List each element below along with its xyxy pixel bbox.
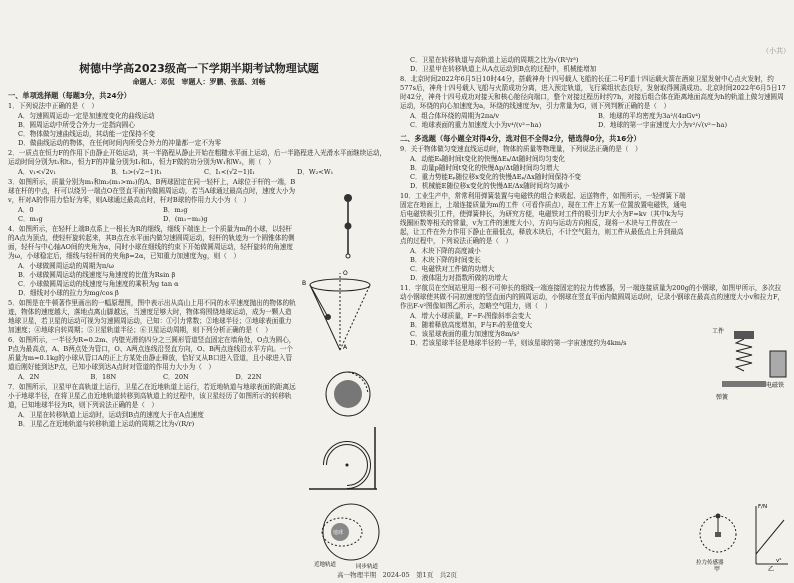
option: C．重力势能Eₚ随位移x变化的快慢ΔEₚ/Δx随时间保持不变 <box>410 173 582 181</box>
question-stem: 11．宇航员在空间站里用一根不可伸长的细线一端连接固定的拉力传感器，另一端连接质量为200g的小钢球，如图甲所示，多次拉动小钢球使其做不同初速度的竖直面内的圆周运动，小钢球在竖直平面内做圆周运动时，记录小钢球在最高点的速度大小v和拉力F，作出F-v²图像如图乙所示，忽略空气阻力，则（ ） <box>400 284 785 310</box>
option: D．做曲线运动的物体，在任何时间内所受合外力的冲量都一定不为零 <box>18 139 222 147</box>
author-line: 命题人：邓侃 审题人：罗鹏、张磊、刘畅 <box>132 77 266 86</box>
option: B．地球的平均密度为3a²/(4πGv⁴) <box>598 112 701 120</box>
label-upper-orbit: 同步轨道 <box>356 564 379 570</box>
option: D．卫星甲在转移轨道上从A点运动到B点的过程中，机械能增加 <box>410 65 597 73</box>
axis-v: v² <box>776 558 782 564</box>
figure-q4-cone <box>300 265 388 355</box>
option: D．液体阻力对指数所做的功增大 <box>410 274 508 282</box>
question-stem: 3．如图所示，质量分别为m₁和m₂(m₁>m₂)的A、B两球固定在同一轻杆上，A球位于杆的一端，B球在杆的中点，杆可以绕另一端点O在竖直平面内做圆周运动，若当A球通过最高点时，速度大小为v，杆对A的作用力恰好为零，则A球通过最高点时，杆对B球的作用力大小为（ ） <box>8 178 296 204</box>
option: A．匀速圆周运动一定是加速度变化的曲线运动 <box>18 112 155 120</box>
question-stem: 5．如图是在牛顿著作里画出的一幅原理图，图中表示出从高山上用不同的水平速度抛出的物体的轨迹，物体的速度越大，落地点离山脚越远，当速度足够大时，物体将围绕地球运动，成为一颗人造地球卫星，若卫星的运动可视为匀速圆周运动，已知：①引力常数；②地球半径；③地球表面重力加速度；④地球自转周期；⑤卫星轨道半径；⑥卫星运动周期，则下列分析正确的是（ ） <box>8 299 296 334</box>
option: C．m₁g <box>18 215 43 223</box>
label-A: A <box>343 344 348 351</box>
option: C．20N <box>163 373 189 381</box>
label-fig-b: 乙 <box>768 566 775 572</box>
option: A．卫星在转移轨道上运动时，运动到B点的速度大于在A点速度 <box>18 411 204 419</box>
option: D．细线对小球的拉力为mg/cos β <box>18 289 119 297</box>
right-column <box>398 0 788 583</box>
option: C．卫星在转移轨道与高轨道上运动的周期之比为√(R³/r³) <box>410 56 579 64</box>
option: A．组合体环绕的周期为2πa/v <box>410 112 500 120</box>
question-stem: 7．如图所示，卫星甲在高轨道上运行，卫星乙在近地轨道上运行，若近地轨道与地球表面的距离远小于地球半径，在将卫星乙由近地轨道转移到高轨道上的过程中，该卫星经历了如图所示的转移轨道，已知地球半径为R，则下列说法正确的是（ ） <box>8 383 296 409</box>
option: B．圆周运动中所受合外力一定指向圆心 <box>18 121 135 129</box>
label-B: B <box>302 280 307 287</box>
question-1 <box>6 102 392 148</box>
option: D．W₂<W₁ <box>297 168 334 176</box>
question-stem: 10．工业生产中，常常利用弹簧装置与电磁铁的组合来吸起、运送物件，如图所示，一轻弹簧下端固定在地面上，上端连接质量为m的工件（可看作质点），现在工件上方某一位置放置电磁铁，通电后电磁铁吸引工件，使弹簧伸长，为研究方便，电磁铁对工件的吸引力F大小为F=kv（其中k为与线圈匝数等相关的常量，v为工件的速度大小），方向与运动方向相反，现将一木块与工件放在一起，让工件在外力作用下静止在最低点，释放木块后，不计空气阻力，则工件从最低点上升到最高点的过程中，下列说法正确的是（ ） <box>400 192 687 245</box>
option: A．v₁<√2v₁ <box>18 168 57 176</box>
label-spring: 弹簧 <box>716 394 729 401</box>
question-stem: 2．一质点在恒力F的作用下由静止开始运动，其一半路程从静止开始在粗糙水平面上运动，后一半路程进入光滑水平面继续运动，运动时间分别为t₁和t₂，恒力F的冲量分别为I₁和I₂，恒力F做的功分别为W₁和W₂，则（ ） <box>8 149 387 166</box>
page-footer: 高一物理半期 2024-05 第1页 共2页 <box>337 571 457 579</box>
option: C．I₁<(√2−1)I₁ <box>204 168 255 176</box>
label-O: O <box>343 270 348 277</box>
option: D．机械能E随位移x变化的快慢ΔE/Δx随时间均匀减小 <box>410 182 570 190</box>
option: D．22N <box>235 373 262 381</box>
option: B．随着释放高度增加，F与F₀的差值变大 <box>410 321 533 329</box>
option: B．卫星乙在近地轨道与转移轨道上运动的周期之比为√(R/r) <box>18 420 195 428</box>
figure-q7-orbits <box>312 500 390 570</box>
question-10 <box>398 192 788 283</box>
figure-q5-earth <box>318 368 378 420</box>
axis-F: F/N <box>758 504 768 510</box>
question-stem: 1．下列说法中正确的是（ ） <box>8 102 98 110</box>
option: C．小球做圆周运动的线速度与角速度的乘积为g tan α <box>18 280 179 288</box>
figure-q10-spring <box>712 325 790 405</box>
exam-title: 树德中学高2023级高一下学期半期考试物理试题 <box>79 62 319 75</box>
option: C．电磁铁对工件做的功增大 <box>410 265 495 273</box>
option: C．该星球表面的重力加速度为8m/s² <box>410 330 520 338</box>
option: A．小球做圆周运动的周期为π/ω <box>18 262 114 270</box>
option: B．小球做圆周运动的线速度与角速度的比值为Rsin β <box>18 271 176 279</box>
option: A．2N <box>18 373 40 381</box>
figure-q3-rod <box>318 192 378 262</box>
label-earth: 地球 <box>333 530 344 536</box>
section-multi-choice: 二、多选题（每小题全对得4分，选对但不全得2分，错选得0分，共16分） <box>400 134 641 143</box>
corner-note: （小共） <box>762 47 790 55</box>
option: D．若该星球半径是地球半径的一半，则该星球的第一宇宙速度约为4km/s <box>410 339 627 347</box>
section-single-choice: 一、单项选择题（每题3分，共24分） <box>8 91 131 100</box>
figure-q6-tube <box>305 425 380 495</box>
option: A．0 <box>18 206 34 214</box>
label-part: 工件 <box>712 328 725 335</box>
option: B．18N <box>90 373 117 381</box>
option: B．m₂g <box>163 206 188 214</box>
option: A．增大小球质量，F−F₀图像斜率会变大 <box>410 312 531 320</box>
question-stem: 4．如图所示，在轻杆上端B点系上一根长为R的细线，细线下端连上一个质量为m的小球，以轻杆的A点为顶点，使轻杆旋转起来，其B点在水平面内做匀速圆周运动，轻杆的轨迹为一个圆锥体的侧面，轻杆与中心轴AO间的夹角为α，同时小球在细线的约束下开始做圆周运动，轻杆旋转的角速度为ω，小球稳定后，细线与轻杆间的夹角β=2α，已知重力加速度为g，则（ ） <box>8 225 295 260</box>
option: D．地球的第一宇宙速度大小为v²/√(v²−ha) <box>598 121 728 129</box>
option: A．动能Eₖ随时间t变化的快慢ΔEₖ/Δt随时间均匀变化 <box>410 155 565 163</box>
question-9 <box>398 145 788 191</box>
question-stem: 6．如图所示，一半径为R=0.2m、内壁光滑的四分之三圆形管道竖直固定在墙角处，O点为圆心，P点为最高点，A、B两点处为管口，O、A两点连线沿竖直方向，O、B两点连线沿水平方向。一个质量为m=0.1kg的小球从管口A的正上方某处由静止释放，恰好又从B口进入管道，且小球进入管道后刚好能到达P点，已知小球到达A点时对管道的作用力大小为（ ） <box>8 336 296 371</box>
option: D．(m₁−m₂)g <box>163 215 208 223</box>
option: C．物体做匀速曲线运动，其动能一定保持不变 <box>18 130 155 138</box>
label-fig-a: 甲 <box>714 566 721 572</box>
question-stem: 8．北京时间2022年6月5日10时44分，搭载神舟十四号载人飞船的长征二号F遥十四运载火箭在酒泉卫星发射中心点火发射，约577s后，神舟十四号载人飞船与火箭成功分离，进入预定轨道，飞行乘组状态良好，发射取得圆满成功。北京时间2022年6月5日17时42分，神舟十四号成功对接天和核心舱径向端口，整个对接过程历时约7h，对接后组合体在距离地面高度为h的轨道上做匀速圆周运动，环绕的向心加速度为a，环绕的线速度为v，引力常量为G，则下列判断正确的是（ ） <box>400 75 786 110</box>
question-8 <box>398 75 788 130</box>
option: B．木块下降的时间变长 <box>410 256 481 264</box>
label-lower-orbit: 近地轨道 <box>314 562 337 568</box>
figure-q11-setup <box>690 500 790 572</box>
option: B．动量p随时间t变化的快慢Δp/Δt随时间均匀增大 <box>410 164 560 172</box>
option: A．木块下降的高度减小 <box>410 247 481 255</box>
label-magnet: 电磁铁 <box>766 382 785 389</box>
question-stem: 9．关于物体做匀变速直线运动时，物体的质量等物理量，下列说法正确的是（ ） <box>400 145 642 153</box>
option: C．地球表面的重力加速度大小为v⁴/(v²−ha) <box>410 121 542 129</box>
label-sensor: 拉力传感器 <box>696 560 724 566</box>
question-2 <box>6 149 392 177</box>
option: B．t₂>(√2−1)t₁ <box>111 168 162 176</box>
